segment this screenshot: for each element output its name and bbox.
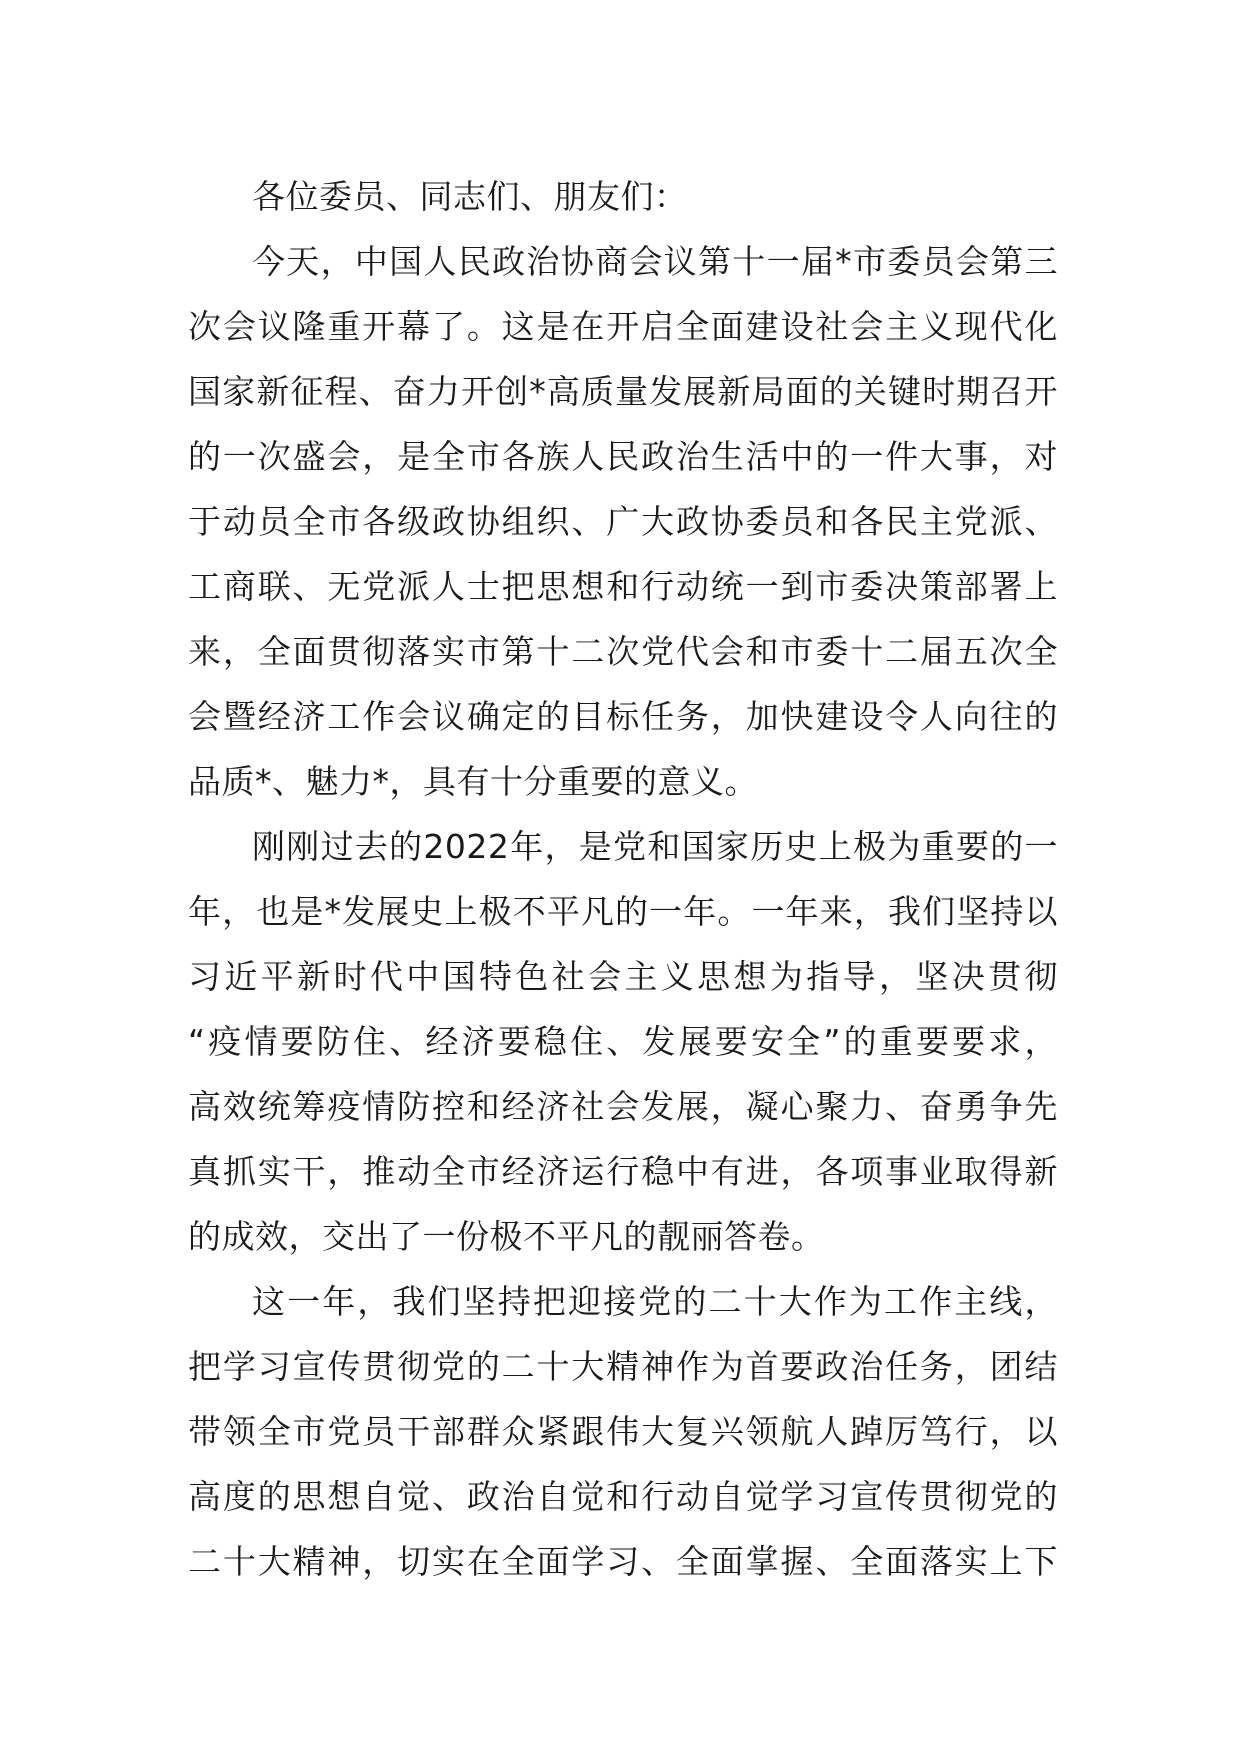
paragraph-2-line-4: 的一次盛会，是全市各族人民政治生活中的一件大事，对 [188,437,1058,476]
paragraph-3-line-5: 高效统筹疫情防控和经济社会发展，凝心聚力、奋勇争先 [188,1087,1058,1126]
paragraph-2-line-2: 次会议隆重开幕了。这是在开启全面建设社会主义现代化 [188,307,1058,346]
paragraph-4-line-1: 这一年，我们坚持把迎接党的二十大作为工作主线， [252,1282,1058,1321]
paragraph-4-line-4: 高度的思想自觉、政治自觉和行动自觉学习宣传贯彻党的 [188,1477,1058,1516]
paragraph-3-line-6: 真抓实干，推动全市经济运行稳中有进，各项事业取得新 [188,1152,1058,1191]
paragraph-4-line-2: 把学习宣传贯彻党的二十大精神作为首要政治任务，团结 [188,1347,1058,1386]
paragraph-3-line-3: 习近平新时代中国特色社会主义思想为指导，坚决贯彻 [188,957,1058,996]
paragraph-3-line-4: “疫情要防住、经济要稳住、发展要安全”的重要要求， [188,1022,1058,1061]
paragraph-3-line-2: 年，也是*发展史上极不平凡的一年。一年来，我们坚持以 [188,892,1058,931]
paragraph-2-line-7: 来，全面贯彻落实市第十二次党代会和市委十二届五次全 [188,632,1058,671]
paragraph-4-line-5: 二十大精神，切实在全面学习、全面掌握、全面落实上下 [188,1542,1058,1581]
paragraph-3-line-7: 的成效，交出了一份极不平凡的靓丽答卷。 [188,1217,825,1256]
paragraph-2-line-6: 工商联、无党派人士把思想和行动统一到市委决策部署上 [188,567,1058,606]
paragraph-3-line-1: 刚刚过去的2022年，是党和国家历史上极为重要的一 [252,827,1058,866]
paragraph-2-line-9: 品质*、魅力*，具有十分重要的意义。 [188,762,758,801]
paragraph-2-line-5: 于动员全市各级政协组织、广大政协委员和各民主党派、 [188,502,1058,541]
document-body [188,164,1058,1594]
salutation-line: 各位委员、同志们、朋友们： [252,177,688,216]
paragraph-2-line-1: 今天，中国人民政治协商会议第十一届*市委员会第三 [252,242,1058,281]
paragraph-2-line-8: 会暨经济工作会议确定的目标任务，加快建设令人向往的 [188,697,1058,736]
paragraph-4-line-3: 带领全市党员干部群众紧跟伟大复兴领航人踔厉笃行，以 [188,1412,1058,1451]
paragraph-2-line-3: 国家新征程、奋力开创*高质量发展新局面的关键时期召开 [188,372,1058,411]
